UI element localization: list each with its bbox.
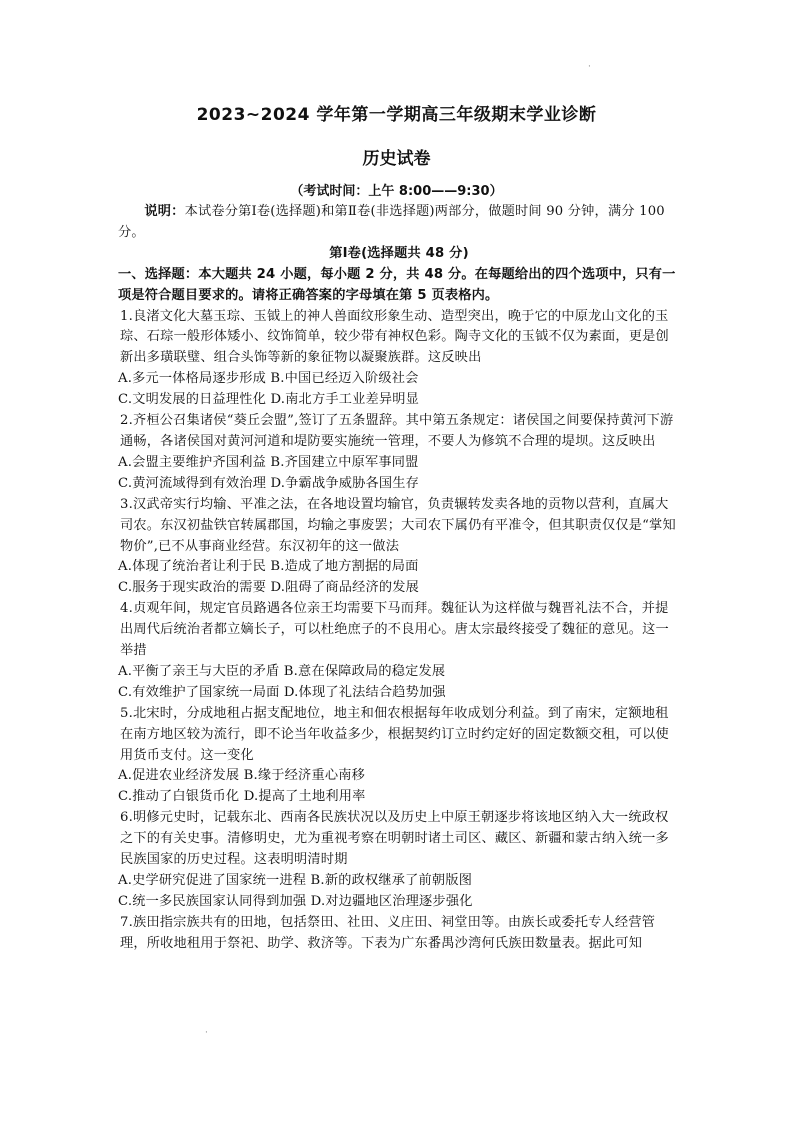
note-text: 本试卷分第Ⅰ卷(选择题)和第Ⅱ卷(非选择题)两部分，做题时间 90 分钟，满分 100 分。 [118,204,665,240]
question-2 [118,411,680,495]
option-line-cd: C.黄河流域得到有效治理 D.争霸战争威胁各国生存 [118,475,420,491]
section-title: 第Ⅰ卷(选择题共 48 分) [329,245,469,261]
question-stem: 4.贞观年间，规定官员路遇各位亲王均需要下马而拜。魏征认为这样做与魏晋礼法不合，并提出周代后统治者都立嫡长子，可以杜绝庶子的不良用心。唐太宗最终接受了魏征的意见。这一举措 [120,601,669,659]
question-stem: 5.北宋时，分成地租占据支配地位，地主和佃农根据每年收成划分利益。到了南宋，定额地租在南方地区较为流行，即不论当年收益多少，根据契约订立时约定好的固定数额交租，可以使用货币支付。这一变化 [120,705,669,763]
option-line-ab: A.会盟主要维护齐国利益 B.齐国建立中原军事同盟 [118,454,419,470]
question-7 [118,913,680,955]
question-5 [118,704,680,809]
exam-time: （考试时间：上午 8:00——9:30） [290,184,503,199]
exam-note [118,202,680,244]
exam-subject: 历史试卷 [362,149,431,169]
option-line-ab: A.史学研究促进了国家统一进程 B.新的政权继承了前朝版图 [118,873,473,888]
question-1 [118,307,680,412]
exam-body [118,202,680,955]
option-line-cd: C.服务于现实政治的需要 D.阻碍了商品经济的发展 [118,580,420,596]
option-line-ab: A.促进农业经济发展 B.缘于经济重心南移 [118,768,365,784]
option-line-ab: A.体现了统治者让利于民 B.造成了地方割据的局面 [118,559,419,575]
section-instruction: 一、选择题：本大题共 24 小题，每小题 2 分，共 48 分。在每题给出的四个选项中，只有一项是符合题目要求的。请将正确答案的字母填在第 5 页表格内。 [118,266,676,303]
note-label: 说明： [144,204,185,219]
question-stem: 6.明修元史时，记载东北、西南各民族状况以及历史上中原王朝逐步将该地区纳入大一统政权之下的有关史事。清修明史，尤为重视考察在明朝时诸土司区、藏区、新疆和蒙古纳入统一多民族国家的历史过程。这表明明清时期 [120,810,669,868]
option-line-cd: C.文明发展的日益理性化 D.南北方手工业差异明显 [118,392,420,408]
question-stem: 3.汉武帝实行均输、平准之法，在各地设置均输官，负责辗转发卖各地的贡物以营利，直属大司农。东汉初盐铁官转属郡国，均输之事废罢；大司农下属仍有平准令，但其职责仅仅是“掌知物价”,已不从事商业经营。东汉初年的这一做法 [120,496,676,554]
question-3 [118,495,680,600]
question-6 [118,808,680,913]
option-line-ab: A.多元一体格局逐步形成 B.中国已经迈入阶级社会 [118,371,419,387]
scan-speck: · [588,62,591,72]
option-line-cd: C.统一多民族国家认同得到加强 D.对边疆地区治理逐步强化 [118,893,473,909]
option-line-cd: C.推动了白银货币化 D.提高了土地利用率 [118,789,366,805]
option-line-ab: A.平衡了亲王与大臣的矛盾 B.意在保障政局的稳定发展 [118,663,446,679]
option-line-cd: C.有效维护了国家统一局面 D.体现了礼法结合趋势加强 [118,684,446,700]
exam-title: 2023~2024 学年第一学期高三年级期末学业诊断 [196,105,597,125]
scan-speck: · [205,1028,208,1038]
question-stem: 2.齐桓公召集诸侯“葵丘会盟”,签订了五条盟辞。其中第五条规定：诸侯国之间要保持黄河下游通畅，各诸侯国对黄河河道和堤防要实施统一管理，不要人为修筑不合理的堤坝。这反映出 [120,413,674,449]
question-4 [118,599,680,704]
question-stem: 1.良渚文化大墓玉琮、玉钺上的神人兽面纹形象生动、造型突出，晚于它的中原龙山文化的玉琮、石琮一般形体矮小、纹饰简单，较少带有神权色彩。陶寺文化的玉钺不仅为素面，更是创新出多璜联璧、组合头饰等新的象征物以凝聚族群。这反映出 [120,308,669,366]
question-stem: 7.族田指宗族共有的田地，包括祭田、社田、义庄田、祠堂田等。由族长或委托专人经营管理，所收地租用于祭祀、助学、救济等。下表为广东番禺沙湾何氏族田数量表。据此可知 [120,914,656,951]
